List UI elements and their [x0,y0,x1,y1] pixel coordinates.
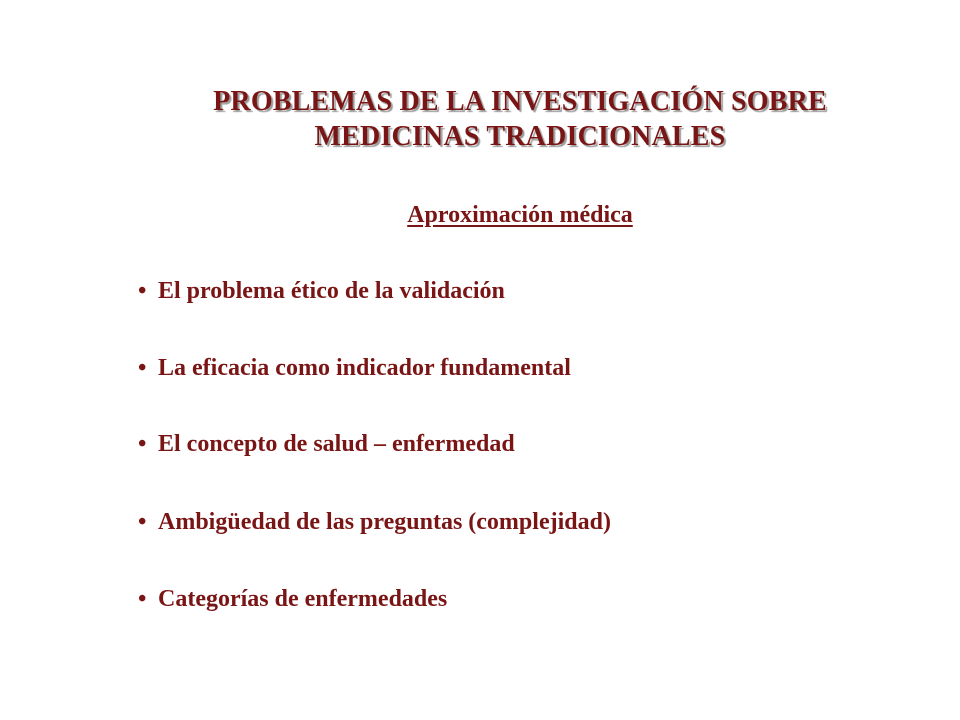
bullet-item-1 [138,276,505,306]
bullet-text-5: Categorías de enfermedades [158,586,448,612]
bullet-dot-icon: • [138,509,147,535]
slide-title-line-2: MEDICINAS TRADICIONALES [314,121,726,152]
bullet-dot-icon: • [138,278,147,304]
bullet-item-3 [138,429,515,459]
bullet-item-2 [138,353,571,383]
bullet-dot-icon: • [138,431,147,457]
bullet-text-3: El concepto de salud – enfermedad [158,431,515,457]
subtitle-text: Aproximación médica [407,202,633,228]
slide-subtitle [0,199,960,231]
bullet-text-2: La eficacia como indicador fundamental [158,355,571,381]
bullet-item-4 [138,507,611,537]
bullet-item-5 [138,584,447,614]
bullet-text-1: El problema ético de la validación [158,278,505,304]
bullet-dot-icon: • [138,355,147,381]
bullet-dot-icon: • [138,586,147,612]
slide-title-line-1: PROBLEMAS DE LA INVESTIGACIÓN SOBRE [213,86,827,117]
bullet-text-4: Ambigüedad de las preguntas (complejidad) [158,509,611,535]
